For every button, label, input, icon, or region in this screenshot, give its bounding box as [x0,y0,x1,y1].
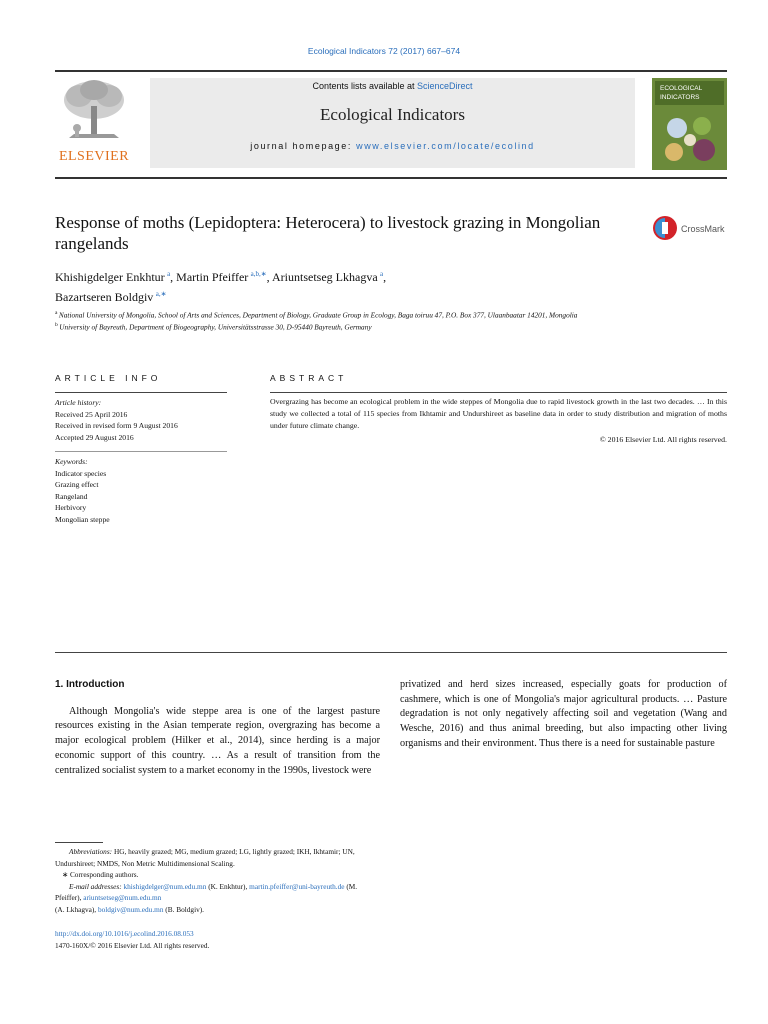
keyword: Grazing effect [55,480,99,489]
article-title: Response of moths (Lepidoptera: Heterocera) to livestock grazing in Mongolian rangelands [55,213,601,253]
footnote-rule [55,842,103,843]
email-owner: (M. Pfeiffer), [55,881,358,903]
sciencedirect-link[interactable]: ScienceDirect [417,81,473,91]
body-column-left [55,678,380,778]
author-name: Ariuntsetseg Lkhagva [272,270,378,284]
email-link[interactable]: khishigdelger@num.edu.mn [123,881,207,891]
accepted-date: Accepted 29 August 2016 [55,432,134,442]
journal-reference[interactable]: Ecological Indicators 72 (2017) 667–674 [307,46,461,56]
author-affiliation-mark[interactable]: a [380,270,384,278]
affiliation-mark: a [55,310,58,316]
abstract-heading: ABSTRACT [270,373,348,383]
revised-date: Received in revised form 9 August 2016 [55,421,178,430]
keywords-block [55,456,227,525]
footnotes [55,846,380,916]
email-footnote [55,881,380,916]
keywords-label: Keywords: [55,457,88,466]
author-name: Martin Pfeiffer [176,270,249,284]
masthead-box [150,78,635,168]
author-separator: , [383,270,387,284]
author-affiliation-mark[interactable]: a,∗ [155,290,167,298]
email-owner: (B. Boldgiv). [165,904,205,914]
keyword: Mongolian steppe [55,514,110,524]
email-link[interactable]: martin.pfeiffer@uni-bayreuth.de [249,881,345,891]
masthead [55,78,727,173]
email-link[interactable]: boldgiv@num.edu.mn [97,904,164,914]
section-heading-introduction: 1. Introduction [55,679,125,690]
affiliation-b [55,320,695,332]
homepage-link[interactable]: www.elsevier.com/locate/ecolind [356,141,535,151]
affiliation-text: National University of Mongolia, School of Arts and Sciences, Department of Biology, Graduate Group in Ecology, Baga toiruu 47, P.O. Box 377, Ulaanbaatar 14201, Mongolia [58,310,578,320]
email-owner: (K. Enkhtur), [208,881,248,891]
keyword: Herbivory [55,503,87,512]
crossmark-badge[interactable] [652,213,732,243]
abstract-rule [270,392,727,393]
intro-paragraph: Although Mongolia's wide steppe area is one of the largest pasture resources existing in the Asian temperate region, overgrazing has become a major ecological problem (Hilker et al., 2014), since herding is a major economic support of this country. … As a result of transition from the centralized socialist system to a market economy in the 1990s, livestock were [55,705,380,776]
email-label: E-mail addresses: [69,881,122,891]
doi-block [55,928,380,951]
author-name: Khishigdelger Enkhtur [55,270,165,284]
author-separator: , [266,270,272,284]
article-info-heading: ARTICLE INFO [55,373,162,383]
homepage-prefix: journal homepage: [250,141,357,151]
journal-title: Ecological Indicators [320,105,465,124]
author-affiliation-mark[interactable]: a [167,270,171,278]
contents-line [150,81,635,91]
article-history [55,397,227,443]
keyword: Indicator species [55,468,107,478]
keyword: Rangeland [55,491,88,501]
abbreviations-label: Abbreviations: [69,847,113,856]
cover-title-line-2: INDICATORS [660,94,700,101]
email-owner: (A. Lkhagva), [55,904,97,914]
contents-prefix: Contents lists available at [312,81,418,91]
history-rule [55,451,227,452]
author-separator: , [170,270,177,284]
doi-link[interactable]: http://dx.doi.org/10.1016/j.ecolind.2016.08.053 [55,929,194,938]
section-rule [55,652,727,653]
affiliation-a [55,308,695,320]
elsevier-wordmark: ELSEVIER [58,149,130,164]
crossmark-label: CrossMark [681,224,725,234]
elsevier-logo[interactable] [55,78,133,166]
affiliation-text: University of Bayreuth, Department of Biogeography, Universitätsstrasse 30, D-95440 Bayreuth, Germany [59,322,372,332]
abbreviations-text: HG, heavily grazed; MG, medium grazed; LG, lightly grazed; IKH, Ikhtamir; UN, Undurshireet; NMDS, Non Metric Multidimensional Scaling. [55,847,355,868]
article-info-rule [55,392,227,393]
email-link[interactable]: ariuntsetseg@num.edu.mn [83,893,162,903]
elsevier-tree-icon [59,78,129,142]
abstract-text: Overgrazing has become an ecological problem in the wide steppes of Mongolia due to rapid livestock growth in the last two decades. … In this study we collected a total of 115 species from Ikhtamir and Undurshireet as baseline data in order to study distribution and migration of moths under future climate change. [270,397,727,431]
intro-paragraph-continued: privatized and herd sizes increased, especially goats for production of cashmere, which is one of Mongolia's major agricultural products. … Pasture degradation is not only negatively affecting soil and vegetation (Wang and Wesche, 2016) and thus animal breeding, but also impacting other living organisms and their environment. Thus there is a need for sustainable pasture [400,679,727,749]
body-column-right [400,678,727,752]
abstract-body [270,396,727,446]
history-label: Article history: [55,398,102,407]
affiliations [55,308,695,333]
top-rule [55,70,727,72]
journal-cover-image[interactable] [652,78,727,170]
issn-line: 1470-160X/© 2016 Elsevier Ltd. All rights reserved. [55,940,210,950]
masthead-rule [55,177,727,179]
cover-title-line-1: ECOLOGICAL [660,85,703,92]
author-affiliation-mark[interactable]: a,b,∗ [250,270,267,278]
affiliation-mark: b [55,322,58,329]
copyright-line: © 2016 Elsevier Ltd. All rights reserved. [599,434,727,444]
author-name: Bazartseren Boldgiv [55,290,154,304]
abbreviations-footnote [55,846,380,869]
corresponding-footnote: ∗ Corresponding authors. [62,870,139,880]
author-list [55,266,655,306]
homepage-line [150,141,635,151]
received-date: Received 25 April 2016 [55,409,128,419]
